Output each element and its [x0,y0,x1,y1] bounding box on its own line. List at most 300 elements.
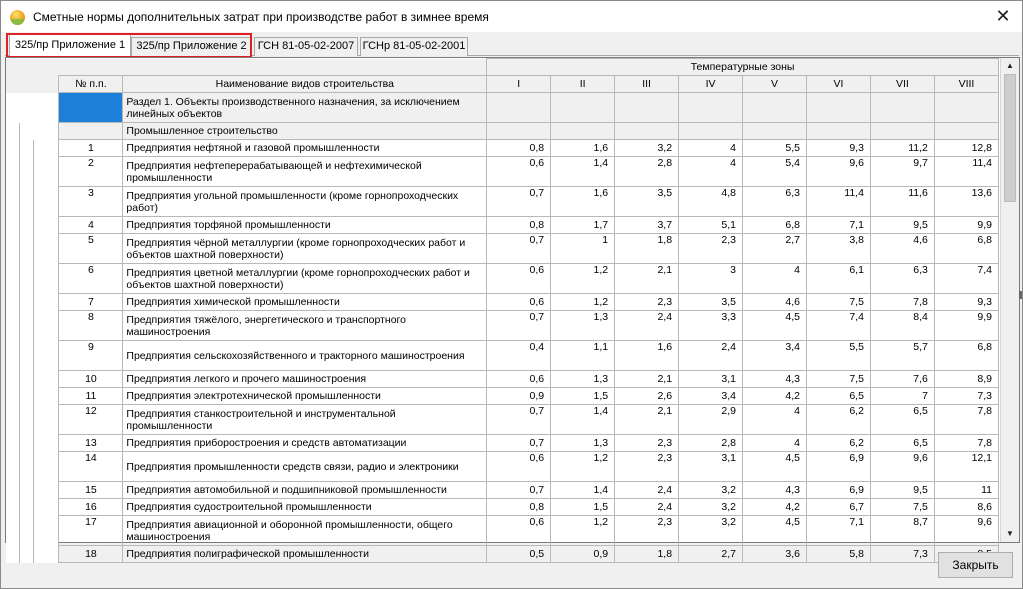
row-value: 5,5 [806,341,870,371]
indent-cell [6,435,20,452]
indent-cell [6,311,20,341]
indent-cell [34,546,59,563]
row-value: 2,6 [615,388,679,405]
indent-cell [34,482,59,499]
col-header-num[interactable]: № п.п. [59,76,123,93]
row-value: 2,8 [679,435,743,452]
section-cell [487,93,551,123]
row-number: 6 [59,264,123,294]
row-value: 1,6 [551,140,615,157]
table-row[interactable] [6,341,999,371]
row-value: 4 [679,157,743,187]
row-value: 7,3 [870,546,934,563]
col-header-zone[interactable]: VII [870,76,934,93]
vertical-scrollbar[interactable] [1000,58,1019,542]
indent-cell [34,516,59,546]
row-value: 4 [743,405,807,435]
row-value: 2,3 [615,452,679,482]
row-value: 3,2 [679,499,743,516]
row-name: Предприятия промышленности средств связи, радио и электроники [123,452,487,482]
indent-cell [6,546,20,563]
table-row[interactable] [6,294,999,311]
header-row-columns [6,76,999,93]
indent-cell [6,371,20,388]
row-value: 4,5 [743,452,807,482]
indent-cell [20,294,34,311]
indent-cell [20,405,34,435]
row-value: 7,5 [806,371,870,388]
indent-cell [34,234,59,264]
section-cell [615,93,679,123]
row-value: 0,7 [487,405,551,435]
row-number: 9 [59,341,123,371]
row-name: Предприятия тяжёлого, энергетического и транспортного машиностроения [123,311,487,341]
row-value: 6,7 [806,499,870,516]
row-value: 4,6 [743,294,807,311]
table-row[interactable] [6,157,999,187]
row-name: Предприятия приборостроения и средств автоматизации [123,435,487,452]
indent-cell [6,405,20,435]
indent-cell [20,482,34,499]
row-value: 3,1 [679,371,743,388]
row-value: 6,1 [806,264,870,294]
table-row[interactable] [6,499,999,516]
tab-325-pr-prilozhenie-2[interactable]: 325/пр Приложение 2 [131,37,252,56]
indent-cell [20,140,34,157]
close-icon[interactable]: ✕ [995,6,1011,26]
row-value: 1,2 [551,516,615,546]
row-value: 12,8 [934,140,998,157]
row-value: 1,3 [551,435,615,452]
indent-cell [6,499,20,516]
row-name: Предприятия авиационной и оборонной промышленности, общего машиностроения [123,516,487,546]
row-number: 15 [59,482,123,499]
row-value: 0,5 [487,546,551,563]
subsection-cell [934,123,998,140]
row-value: 11,2 [870,140,934,157]
tab-gsn-81-05-02-2007[interactable]: ГСН 81-05-02-2007 [254,37,358,56]
row-value: 0,7 [487,311,551,341]
subsection-cell [743,123,807,140]
row-name: Предприятия автомобильной и подшипниковой промышленности [123,482,487,499]
row-value: 9,6 [806,157,870,187]
row-value: 6,8 [934,234,998,264]
window-title: Сметные нормы дополнительных затрат при производстве работ в зимнее время [33,10,489,24]
indent-cell [6,140,20,157]
row-value: 1,2 [551,452,615,482]
indent-cell [6,123,20,140]
row-value: 1,8 [615,234,679,264]
row-value: 2,4 [615,499,679,516]
row-value: 0,9 [551,546,615,563]
app-icon [10,10,25,25]
row-value: 6,8 [934,341,998,371]
row-value: 1,4 [551,405,615,435]
row-value: 2,7 [743,234,807,264]
row-value: 0,7 [487,482,551,499]
row-number: 13 [59,435,123,452]
row-value: 4,3 [743,482,807,499]
indent-cell [20,341,34,371]
row-value: 1,2 [551,264,615,294]
grid-viewport [6,58,999,560]
row-value: 1,2 [551,294,615,311]
row-value: 11,6 [870,187,934,217]
row-value: 3 [679,264,743,294]
subsection-cell [806,123,870,140]
row-value: 1,4 [551,482,615,499]
close-button[interactable]: Закрыть [938,552,1013,578]
indent-cell [20,388,34,405]
row-value: 9,3 [806,140,870,157]
row-value: 8,6 [934,499,998,516]
row-number: 17 [59,516,123,546]
row-name: Предприятия сельскохозяйственного и тракторного машиностроения [123,341,487,371]
row-value: 9,7 [870,157,934,187]
indent-cell [34,341,59,371]
header-corner [6,76,59,93]
row-value: 2,4 [615,482,679,499]
subsection-name: Промышленное строительство [123,123,487,140]
indent-cell [6,93,59,123]
section-cell [806,93,870,123]
row-number: 14 [59,452,123,482]
row-value: 5,5 [743,140,807,157]
col-header-zone[interactable]: IV [679,76,743,93]
row-value: 0,8 [487,140,551,157]
indent-cell [20,516,34,546]
row-value: 1,3 [551,371,615,388]
row-name: Предприятия судостроительной промышленности [123,499,487,516]
indent-cell [20,123,59,140]
subsection-row[interactable] [6,123,999,140]
row-name: Предприятия химической промышленности [123,294,487,311]
row-value: 7,6 [870,371,934,388]
table-row[interactable] [6,217,999,234]
row-value: 1,6 [551,187,615,217]
table-row[interactable] [6,371,999,388]
selected-cell[interactable] [59,93,123,123]
row-name: Предприятия чёрной металлургии (кроме горнопроходческих работ и объектов шахтной поверхности) [123,234,487,264]
row-name: Предприятия станкостроительной и инструментальной промышленности [123,405,487,435]
row-value: 4 [743,264,807,294]
row-value: 9,5 [870,482,934,499]
row-value: 0,6 [487,294,551,311]
tab-strip [5,34,1019,56]
row-value: 2,3 [615,435,679,452]
row-value: 9,5 [870,217,934,234]
row-value: 7,1 [806,217,870,234]
row-value: 4,5 [743,311,807,341]
resize-edge-mark [1019,291,1022,299]
row-value: 0,6 [487,516,551,546]
row-value: 3,2 [679,482,743,499]
indent-cell [20,435,34,452]
subsection-cell [59,123,123,140]
row-value: 6,5 [870,435,934,452]
row-value: 1,8 [615,546,679,563]
row-name: Предприятия нефтяной и газовой промышленности [123,140,487,157]
row-value: 0,7 [487,234,551,264]
row-value: 3,3 [679,311,743,341]
subsection-cell [615,123,679,140]
row-value: 3,7 [615,217,679,234]
indent-cell [20,217,34,234]
row-value: 5,4 [743,157,807,187]
indent-cell [6,187,20,217]
indent-cell [34,499,59,516]
row-value: 7,5 [870,499,934,516]
norms-table [6,58,999,563]
col-header-zone[interactable]: III [615,76,679,93]
row-number: 12 [59,405,123,435]
row-number: 5 [59,234,123,264]
row-number: 11 [59,388,123,405]
row-value: 4 [743,435,807,452]
indent-cell [20,452,34,482]
row-value: 2,4 [615,311,679,341]
row-value: 7,1 [806,516,870,546]
header-corner [6,59,487,76]
section-cell [743,93,807,123]
indent-cell [20,234,34,264]
row-value: 6,8 [743,217,807,234]
row-value: 3,6 [743,546,807,563]
row-name: Предприятия цветной металлургии (кроме горнопроходческих работ и объектов шахтной поверхности) [123,264,487,294]
indent-cell [6,264,20,294]
row-number: 10 [59,371,123,388]
section-name: Раздел 1. Объекты производственного назначения, за исключением линейных объектов [123,93,487,123]
row-value: 8,9 [934,371,998,388]
row-value: 9,9 [934,217,998,234]
row-value: 4,2 [743,499,807,516]
row-value: 4,2 [743,388,807,405]
row-value: 7 [870,388,934,405]
row-value: 0,7 [487,187,551,217]
row-value: 8,7 [870,516,934,546]
indent-cell [6,482,20,499]
row-value: 6,3 [870,264,934,294]
row-value: 0,7 [487,435,551,452]
row-value: 9,6 [934,516,998,546]
row-value: 5,7 [870,341,934,371]
indent-cell [34,140,59,157]
indent-cell [6,452,20,482]
subsection-cell [487,123,551,140]
row-value: 3,1 [679,452,743,482]
row-value: 4,3 [743,371,807,388]
row-name: Предприятия легкого и прочего машиностроения [123,371,487,388]
row-value: 9,6 [870,452,934,482]
table-row[interactable] [6,405,999,435]
row-value: 1 [551,234,615,264]
row-value: 7,3 [934,388,998,405]
row-value: 2,9 [679,405,743,435]
col-header-zone[interactable]: V [743,76,807,93]
col-header-name[interactable]: Наименование видов строительства [123,76,487,93]
table-row[interactable] [6,388,999,405]
subsection-cell [870,123,934,140]
row-value: 0,6 [487,157,551,187]
row-value: 2,1 [615,264,679,294]
table-row[interactable] [6,435,999,452]
row-value: 1,4 [551,157,615,187]
header-row-group [6,59,999,76]
indent-cell [34,187,59,217]
row-value: 2,3 [679,234,743,264]
row-value: 6,5 [870,405,934,435]
row-value: 1,6 [615,341,679,371]
table-row[interactable] [6,187,999,217]
row-number: 4 [59,217,123,234]
subsection-cell [679,123,743,140]
indent-cell [34,157,59,187]
row-value: 2,3 [615,516,679,546]
row-value: 1,5 [551,499,615,516]
row-name: Предприятия угольной промышленности (кроме горнопроходческих работ) [123,187,487,217]
table-row[interactable] [6,264,999,294]
table-row[interactable] [6,140,999,157]
section-cell [934,93,998,123]
row-value: 5,1 [679,217,743,234]
indent-cell [6,217,20,234]
row-value: 8,4 [870,311,934,341]
row-value: 0,8 [487,217,551,234]
indent-cell [34,452,59,482]
row-value: 9,3 [934,294,998,311]
section-cell [679,93,743,123]
row-value: 12,1 [934,452,998,482]
row-value: 4 [679,140,743,157]
norms-grid[interactable] [5,57,1020,560]
row-value: 0,6 [487,452,551,482]
indent-cell [34,435,59,452]
indent-cell [20,157,34,187]
row-value: 2,1 [615,371,679,388]
row-value: 2,7 [679,546,743,563]
row-value: 7,4 [806,311,870,341]
indent-cell [34,311,59,341]
row-value: 0,6 [487,264,551,294]
row-value: 6,2 [806,435,870,452]
row-value: 1,5 [551,388,615,405]
row-value: 3,4 [679,388,743,405]
table-row[interactable] [6,546,999,563]
indent-cell [6,157,20,187]
row-number: 16 [59,499,123,516]
row-value: 6,2 [806,405,870,435]
table-row[interactable] [6,311,999,341]
row-number: 2 [59,157,123,187]
row-value: 2,3 [615,294,679,311]
indent-cell [34,217,59,234]
title-bar [1,1,1022,32]
scroll-up-icon[interactable]: ▲ [1006,61,1014,70]
row-value: 3,2 [615,140,679,157]
row-value: 11,4 [934,157,998,187]
row-name: Предприятия полиграфической промышленности [123,546,487,563]
row-value: 2,4 [679,341,743,371]
row-value: 7,5 [806,294,870,311]
row-value: 3,5 [679,294,743,311]
row-value: 6,9 [806,452,870,482]
indent-cell [20,546,34,563]
row-value: 1,3 [551,311,615,341]
row-value: 0,6 [487,371,551,388]
indent-cell [34,264,59,294]
row-value: 7,4 [934,264,998,294]
table-row[interactable] [6,234,999,264]
section-row[interactable] [6,93,999,123]
indent-cell [34,405,59,435]
row-value: 1,7 [551,217,615,234]
row-value: 9,9 [934,311,998,341]
indent-cell [6,341,20,371]
tab-325-pr-prilozhenie-1[interactable]: 325/пр Приложение 1 [9,34,131,57]
row-number: 7 [59,294,123,311]
row-number: 3 [59,187,123,217]
indent-cell [6,234,20,264]
indent-cell [20,499,34,516]
indent-cell [6,294,20,311]
row-value: 3,2 [679,516,743,546]
indent-cell [6,516,20,546]
indent-cell [34,294,59,311]
indent-cell [6,388,20,405]
indent-cell [20,371,34,388]
row-value: 3,8 [806,234,870,264]
row-name: Предприятия электротехнической промышленности [123,388,487,405]
row-value: 0,4 [487,341,551,371]
col-header-zone[interactable]: VIII [934,76,998,93]
row-name: Предприятия торфяной промышленности [123,217,487,234]
table-row[interactable] [6,482,999,499]
indent-cell [34,388,59,405]
group-header-zones: Температурные зоны [487,59,999,76]
row-value: 3,5 [615,187,679,217]
col-header-zone[interactable]: VI [806,76,870,93]
section-cell [870,93,934,123]
table-row[interactable] [6,452,999,482]
row-value: 4,8 [679,187,743,217]
row-value: 6,5 [806,388,870,405]
row-value: 0,8 [487,499,551,516]
col-header-zone[interactable]: II [551,76,615,93]
col-header-zone[interactable]: I [487,76,551,93]
scrollbar-thumb[interactable] [1004,74,1016,202]
section-cell [551,93,615,123]
row-value: 5,8 [806,546,870,563]
row-value: 11 [934,482,998,499]
table-row[interactable] [6,516,999,546]
row-value: 7,8 [870,294,934,311]
row-value: 4,6 [870,234,934,264]
row-number: 18 [59,546,123,563]
row-number: 1 [59,140,123,157]
row-value: 3,4 [743,341,807,371]
row-value: 6,3 [743,187,807,217]
row-value: 6,9 [806,482,870,499]
tab-gsnr-81-05-02-2001[interactable]: ГСНр 81-05-02-2001 [360,37,468,56]
row-value: 4,5 [743,516,807,546]
row-value: 0,9 [487,388,551,405]
scroll-down-icon[interactable]: ▼ [1006,529,1014,538]
indent-cell [20,311,34,341]
row-value: 7,8 [934,405,998,435]
indent-cell [34,371,59,388]
row-value: 7,8 [934,435,998,452]
row-value: 2,8 [615,157,679,187]
